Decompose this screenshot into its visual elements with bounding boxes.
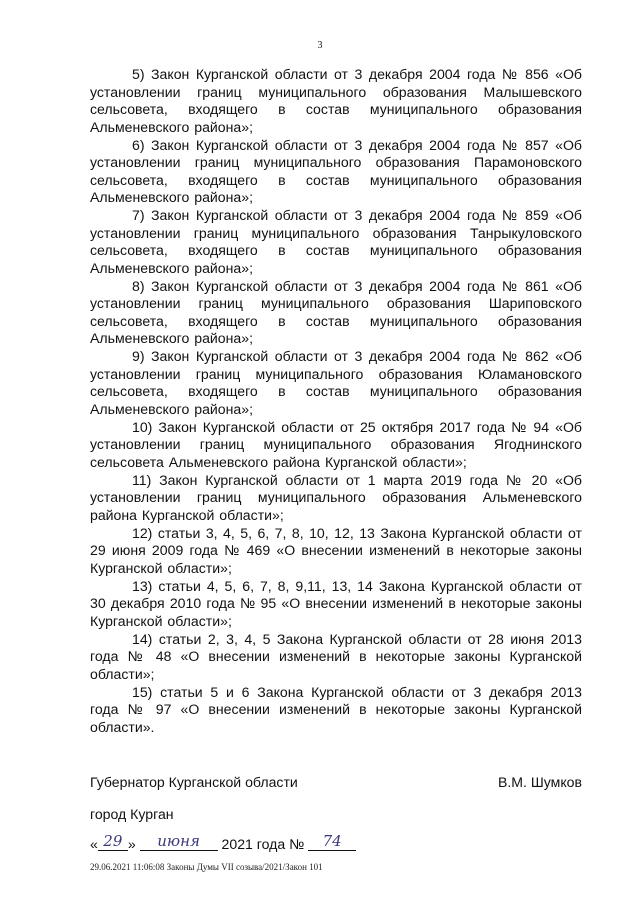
list-item: 9) Закон Курганской области от 3 декабря 2004 года № 862 «Об установлении границ муниципального образования Юламановского сельсовета, входящего в состав муниципального образования Альменевского района»; [90,348,582,418]
list-item: 12) статьи 3, 4, 5, 6, 7, 8, 10, 12, 13 Закона Курганской области от 29 июня 2009 года № 469 «О внесении изменений в некоторые законы Курганской области»; [90,524,582,576]
signatory-title: Губернатор Курганской области [90,774,298,790]
number-field [308,832,356,851]
list-item: 10) Закон Курганской области от 25 октября 2017 года № 94 «Об установлении границ муниципального образования Ягоднинского сельсовета Альменевского района Курганской области»; [90,418,582,470]
body-text [90,66,582,737]
month-handwritten: июня [157,832,200,850]
list-item: 15) статьи 5 и 6 Закона Курганской области от 3 декабря 2013 года № 97 «О внесении изменений в некоторые законы Курганской области». [90,683,582,735]
date-line [90,832,356,852]
page-number: 3 [317,40,323,51]
list-item: 8) Закон Курганской области от 3 декабря 2004 года № 861 «Об установлении границ муниципального образования Шариповского сельсовета, входящего в состав муниципального образования Альменевского района»; [90,277,582,347]
year-text: 2021 года № [221,836,305,852]
city-label: город Курган [90,806,174,822]
footer-stamp: 29.06.2021 11:06:08 Законы Думы VII созыва/2021/Закон 101 [90,862,323,872]
day-handwritten: 29 [103,832,123,850]
number-handwritten: 74 [322,832,342,850]
list-item: 6) Закон Курганской области от 3 декабря 2004 года № 857 «Об установлении границ муниципального образования Парамоновского сельсовета, входящего в состав муниципального образования Альменевского района»; [90,136,582,206]
list-item: 14) статьи 2, 3, 4, 5 Закона Курганской области от 28 июня 2013 года № 48 «О внесении изменений в некоторые законы Курганской области»; [90,630,582,682]
month-field [140,832,218,851]
close-quote: » [127,836,136,852]
open-quote: « [90,836,98,852]
list-item: 5) Закон Курганской области от 3 декабря 2004 года № 856 «Об установлении границ муниципального образования Малышевского сельсовета, входящего в состав муниципального образования Альменевского района»; [90,66,582,135]
list-item: 11) Закон Курганской области от 1 марта 2019 года № 20 «Об установлении границ муниципального образования Альменевского района Курганской области»; [90,471,582,523]
list-item: 7) Закон Курганской области от 3 декабря 2004 года № 859 «Об установлении границ муниципального образования Танрыкуловского сельсовета, входящего в состав муниципального образования Альменевского района»; [90,207,582,276]
day-field [98,832,128,851]
list-item: 13) статьи 4, 5, 6, 7, 8, 9,11, 13, 14 Закона Курганской области от 30 декабря 2010 года № 95 «О внесении изменений в некоторые законы Курганской области»; [90,577,582,629]
signatory-name: В.М. Шумков [497,774,582,790]
